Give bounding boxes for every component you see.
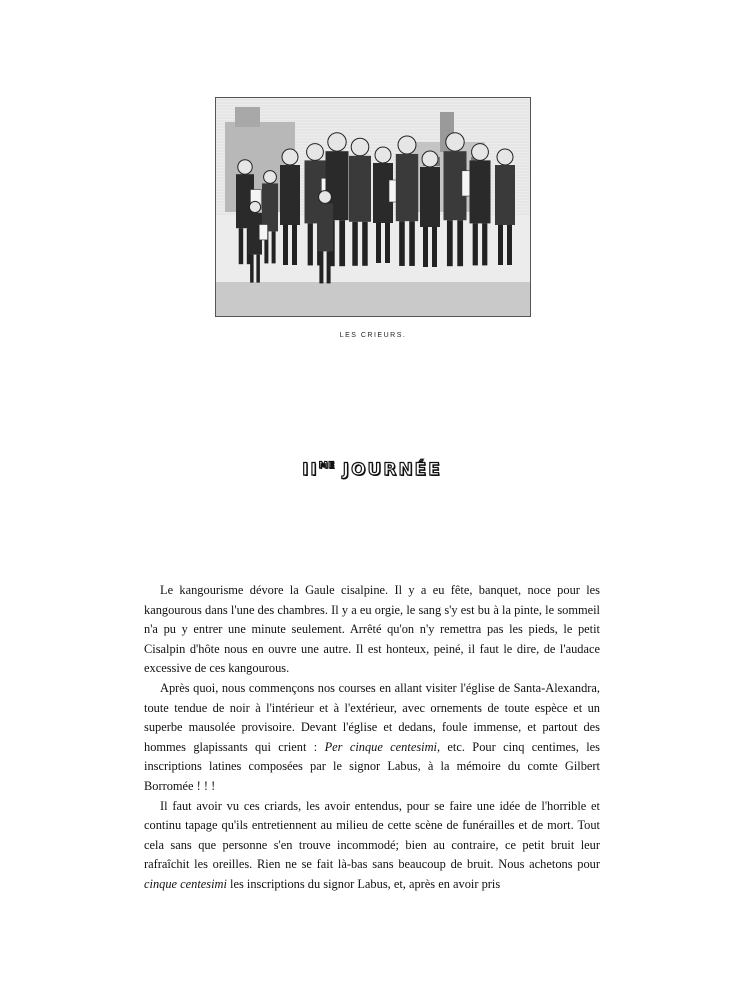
engraving-figure-body bbox=[396, 154, 418, 221]
chapter-title: JOURNÉE bbox=[342, 460, 442, 480]
engraving-figure-head bbox=[307, 144, 324, 161]
engraving-figure-leg bbox=[423, 227, 428, 267]
engraving-figure-head bbox=[375, 147, 391, 163]
paragraph-3-italic: cinque centesimi bbox=[144, 876, 227, 891]
engraving-figure-head bbox=[328, 133, 346, 151]
engraving-building-dome bbox=[235, 107, 260, 127]
engraving-figure-head bbox=[249, 201, 260, 212]
engraving-figure-leg bbox=[292, 225, 297, 265]
engraving-figure-leg bbox=[308, 223, 313, 265]
engraving-figure-head bbox=[264, 171, 277, 184]
engraving-figure-paper bbox=[259, 225, 267, 240]
engraving-figure-head bbox=[497, 149, 513, 165]
engraving-figure-leg bbox=[352, 222, 358, 266]
engraving-figure-leg bbox=[362, 222, 368, 266]
paragraph-2-italic: Per cinque centesimi bbox=[324, 739, 437, 754]
engraving-figure-leg bbox=[473, 223, 478, 265]
engraving-figure-leg bbox=[399, 221, 405, 266]
engraving-figure-leg bbox=[498, 225, 503, 265]
engraving-figure-head bbox=[422, 151, 438, 167]
engraving-figure-body bbox=[349, 156, 371, 222]
engraving-figure-body bbox=[280, 165, 300, 225]
engraving-figure-leg bbox=[507, 225, 512, 265]
engraving-figure-leg bbox=[272, 231, 276, 263]
paragraph-2-text-start: Après quoi, nous commençons nos courses en allant visiter l'église de Santa-Alexandra, toute tendue de noir à l'intérieur et à l'extérieur, avec ornements de toute espèce et un superbe mausolée provisoire. Devant l'église et dedans, foule immense, et partout des hommes glapissants qui crient : bbox=[144, 680, 600, 754]
paragraph-3 bbox=[144, 797, 600, 895]
engraving-figure-leg bbox=[319, 251, 323, 283]
paragraph-1 bbox=[144, 581, 600, 679]
engraving-figure-head bbox=[472, 144, 489, 161]
engraving-illustration bbox=[215, 97, 531, 317]
engraving-figure-leg bbox=[457, 220, 463, 266]
engraving-figure-leg bbox=[256, 255, 260, 283]
body-text bbox=[144, 581, 600, 895]
engraving-ground bbox=[215, 282, 531, 317]
paragraph-1-text: Le kangourisme dévore la Gaule cisalpine. Il y a eu fête, banquet, noce pour les kangourous dans l'une des chambres. Il y a eu orgie, le sang s'y est bu à la pinte, le sommeil n'a pu y entrer une minute seulement. Arrêté qu'on n'y remettra pas les pieds, le petit Cisalpin d'hôte nous en ouvre une autre. Il est honteux, peiné, il faut le dire, de l'audace excessive de ces kangourous. bbox=[144, 583, 600, 676]
paragraph-2 bbox=[144, 679, 600, 797]
engraving-figure-leg bbox=[447, 220, 453, 266]
chapter-heading bbox=[0, 460, 744, 480]
engraving-figure-leg bbox=[385, 223, 390, 263]
engraving-figure-leg bbox=[339, 220, 345, 266]
engraving-figure-head bbox=[398, 136, 416, 154]
paragraph-2-text-end: , etc. Pour cinq centimes, les inscriptions latines composées par le signor Labus, à la mémoire du comte Gilbert Borromée ! ! ! bbox=[144, 739, 600, 793]
engraving-figure-head bbox=[238, 160, 252, 174]
engraving-figure-leg bbox=[239, 228, 244, 264]
engraving-figure-head bbox=[282, 149, 298, 165]
engraving-figure-leg bbox=[376, 223, 381, 263]
engraving-figure-head bbox=[351, 138, 369, 156]
engraving-figure-body bbox=[470, 160, 491, 223]
engraving-figure-leg bbox=[250, 255, 254, 283]
paragraph-3-text-start: Il faut avoir vu ces criards, les avoir entendus, pour se faire une idée de l'horrible et continu tapage qu'ils entretiennent au milieu de cette scène de funérailles et de mort. Tout cela sans que personne s'en trouve incommodé; bien au contraire, ce petit bruit leur rafraîchit les oreilles. Rien ne se fait là-bas sans beaucoup de bruit. Nous achetons pour bbox=[144, 798, 600, 872]
engraving-figure-body bbox=[495, 165, 515, 225]
engraving-figure-leg bbox=[482, 223, 487, 265]
engraving-figure-leg bbox=[327, 251, 331, 283]
engraving-figure-head bbox=[319, 191, 332, 204]
illustration-caption: LES CRIEURS. bbox=[339, 332, 407, 339]
engraving-figure-body bbox=[420, 167, 440, 227]
paragraph-3-text-end: les inscriptions du signor Labus, et, après en avoir pris bbox=[226, 876, 501, 891]
crowd-engraving-image bbox=[215, 97, 531, 317]
engraving-figure-head bbox=[446, 133, 464, 151]
engraving-figure-leg bbox=[283, 225, 288, 265]
engraving-figure-body bbox=[317, 203, 333, 251]
engraving-figure-leg bbox=[432, 227, 437, 267]
chapter-numeral: II bbox=[302, 460, 319, 480]
engraving-figure-leg bbox=[409, 221, 415, 266]
chapter-numeral-suffix: ME bbox=[318, 461, 335, 471]
